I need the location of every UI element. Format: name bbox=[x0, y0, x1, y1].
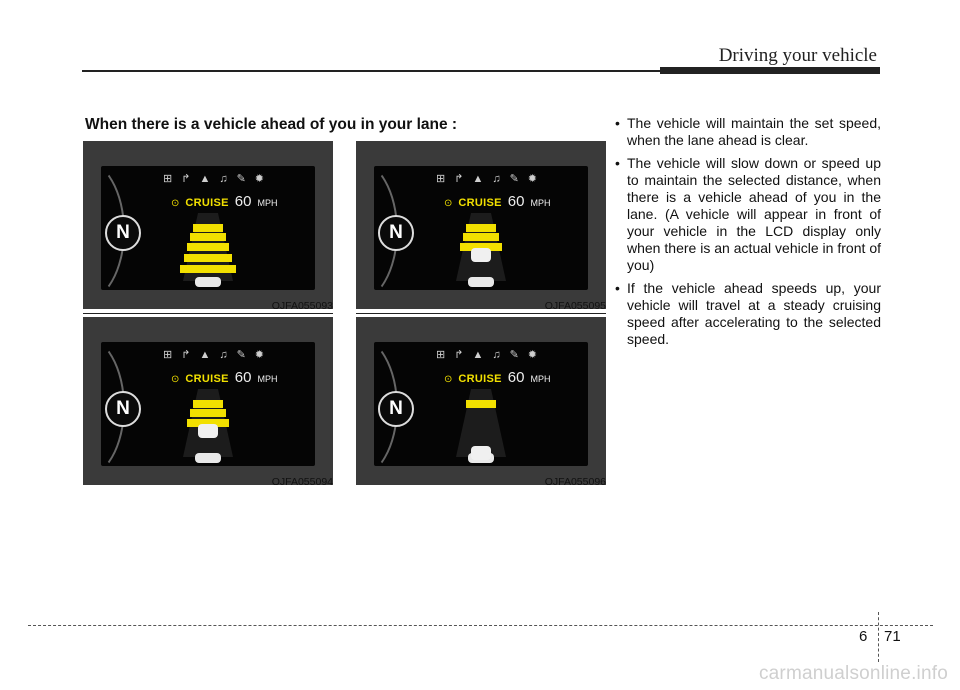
distance-bar bbox=[463, 233, 499, 241]
turn-arrow-icon: ↱ bbox=[454, 173, 464, 185]
bullet-item: • The vehicle will slow down or speed up to maintain the selected distance, when there is a vehicle ahead of you in the lane. (A vehicle will appear in front of your vehicle in the LCD display only when there is an actual vehicle in front of you) bbox=[615, 155, 881, 273]
distance-bar bbox=[466, 224, 496, 232]
turn-arrow-icon: ↱ bbox=[181, 173, 191, 185]
cruise-label: CRUISE bbox=[458, 373, 502, 385]
distance-bar bbox=[190, 233, 226, 241]
gear-indicator: N bbox=[378, 391, 414, 427]
set-speed: 60 bbox=[234, 193, 252, 210]
page-header-title: Driving your vehicle bbox=[718, 45, 877, 66]
speed-unit: MPH bbox=[257, 198, 278, 208]
set-speed: 60 bbox=[507, 193, 525, 210]
wrench-icon: ✎ bbox=[236, 349, 246, 361]
cluster-figure-3 bbox=[83, 317, 333, 485]
lane-visual bbox=[83, 141, 333, 309]
set-speed: 60 bbox=[234, 369, 252, 386]
lane-road-icon: ▲ bbox=[199, 349, 211, 361]
distance-bar bbox=[190, 409, 226, 417]
wrench-icon: ✎ bbox=[509, 349, 519, 361]
distance-bar bbox=[187, 243, 229, 251]
wrench-icon: ✎ bbox=[509, 173, 519, 185]
distance-bar bbox=[193, 400, 223, 408]
footer-separator bbox=[878, 612, 879, 662]
lane-visual bbox=[356, 141, 606, 309]
speed-unit: MPH bbox=[257, 374, 278, 384]
section-heading: When there is a vehicle ahead of you in your lane : bbox=[85, 116, 458, 133]
lane-road-icon: ▲ bbox=[199, 173, 211, 185]
own-vehicle-icon bbox=[468, 277, 494, 287]
cruise-label: CRUISE bbox=[185, 197, 229, 209]
car-sensor-icon: ⊞ bbox=[163, 349, 173, 361]
speedometer-icon: ⊙ bbox=[444, 374, 453, 385]
figure-divider bbox=[356, 313, 606, 314]
gear-settings-icon: ✹ bbox=[254, 349, 265, 361]
speedometer-icon: ⊙ bbox=[444, 198, 453, 209]
bullet-item: • If the vehicle ahead speeds up, your vehicle will travel at a steady cruising speed after accelerating to the selected speed. bbox=[615, 280, 881, 347]
music-note-icon: ♫ bbox=[219, 173, 228, 185]
gear-indicator: N bbox=[378, 215, 414, 251]
gear-settings-icon: ✹ bbox=[527, 173, 538, 185]
watermark: carmanualsonline.info bbox=[758, 663, 948, 684]
distance-bar bbox=[184, 254, 232, 262]
figure-caption: OJFA055095 bbox=[544, 300, 606, 312]
car-sensor-icon: ⊞ bbox=[163, 173, 173, 185]
cluster-figure-4 bbox=[356, 317, 606, 485]
own-vehicle-icon bbox=[195, 277, 221, 287]
turn-arrow-icon: ↱ bbox=[454, 349, 464, 361]
figure-divider bbox=[83, 313, 333, 314]
figure-caption: OJFA055096 bbox=[544, 476, 606, 488]
bullet-item: • The vehicle will maintain the set speed, when the lane ahead is clear. bbox=[615, 115, 881, 148]
music-note-icon: ♫ bbox=[492, 173, 501, 185]
vehicle-ahead-icon bbox=[198, 424, 218, 438]
speedometer-icon: ⊙ bbox=[171, 374, 180, 385]
header-rule bbox=[82, 70, 662, 72]
set-speed: 60 bbox=[507, 369, 525, 386]
lane-road-icon: ▲ bbox=[472, 349, 484, 361]
figure-caption: OJFA055094 bbox=[271, 476, 333, 488]
vehicle-ahead-icon bbox=[471, 446, 491, 460]
music-note-icon: ♫ bbox=[492, 349, 501, 361]
vehicle-ahead-icon bbox=[471, 248, 491, 262]
lane-visual bbox=[83, 317, 333, 485]
speed-unit: MPH bbox=[530, 374, 551, 384]
lane-road-icon: ▲ bbox=[472, 173, 484, 185]
car-sensor-icon: ⊞ bbox=[436, 349, 446, 361]
speedometer-icon: ⊙ bbox=[171, 198, 180, 209]
header-rule-accent bbox=[660, 67, 880, 74]
cruise-label: CRUISE bbox=[458, 197, 502, 209]
gear-settings-icon: ✹ bbox=[527, 349, 538, 361]
own-vehicle-icon bbox=[195, 453, 221, 463]
cluster-figure-1 bbox=[83, 141, 333, 309]
gear-settings-icon: ✹ bbox=[254, 173, 265, 185]
distance-bar bbox=[466, 400, 496, 408]
gear-indicator: N bbox=[105, 391, 141, 427]
car-sensor-icon: ⊞ bbox=[436, 173, 446, 185]
cluster-figure-2 bbox=[356, 141, 606, 309]
gear-indicator: N bbox=[105, 215, 141, 251]
music-note-icon: ♫ bbox=[219, 349, 228, 361]
wrench-icon: ✎ bbox=[236, 173, 246, 185]
bullet-list bbox=[613, 115, 881, 354]
turn-arrow-icon: ↱ bbox=[181, 349, 191, 361]
speed-unit: MPH bbox=[530, 198, 551, 208]
cruise-label: CRUISE bbox=[185, 373, 229, 385]
chapter-number: 6 bbox=[859, 628, 868, 645]
page-number: 71 bbox=[884, 628, 901, 645]
footer-rule bbox=[28, 625, 933, 626]
distance-bar bbox=[193, 224, 223, 232]
distance-bar bbox=[180, 265, 236, 273]
lane-visual bbox=[356, 317, 606, 485]
figure-caption: OJFA055093 bbox=[271, 300, 333, 312]
